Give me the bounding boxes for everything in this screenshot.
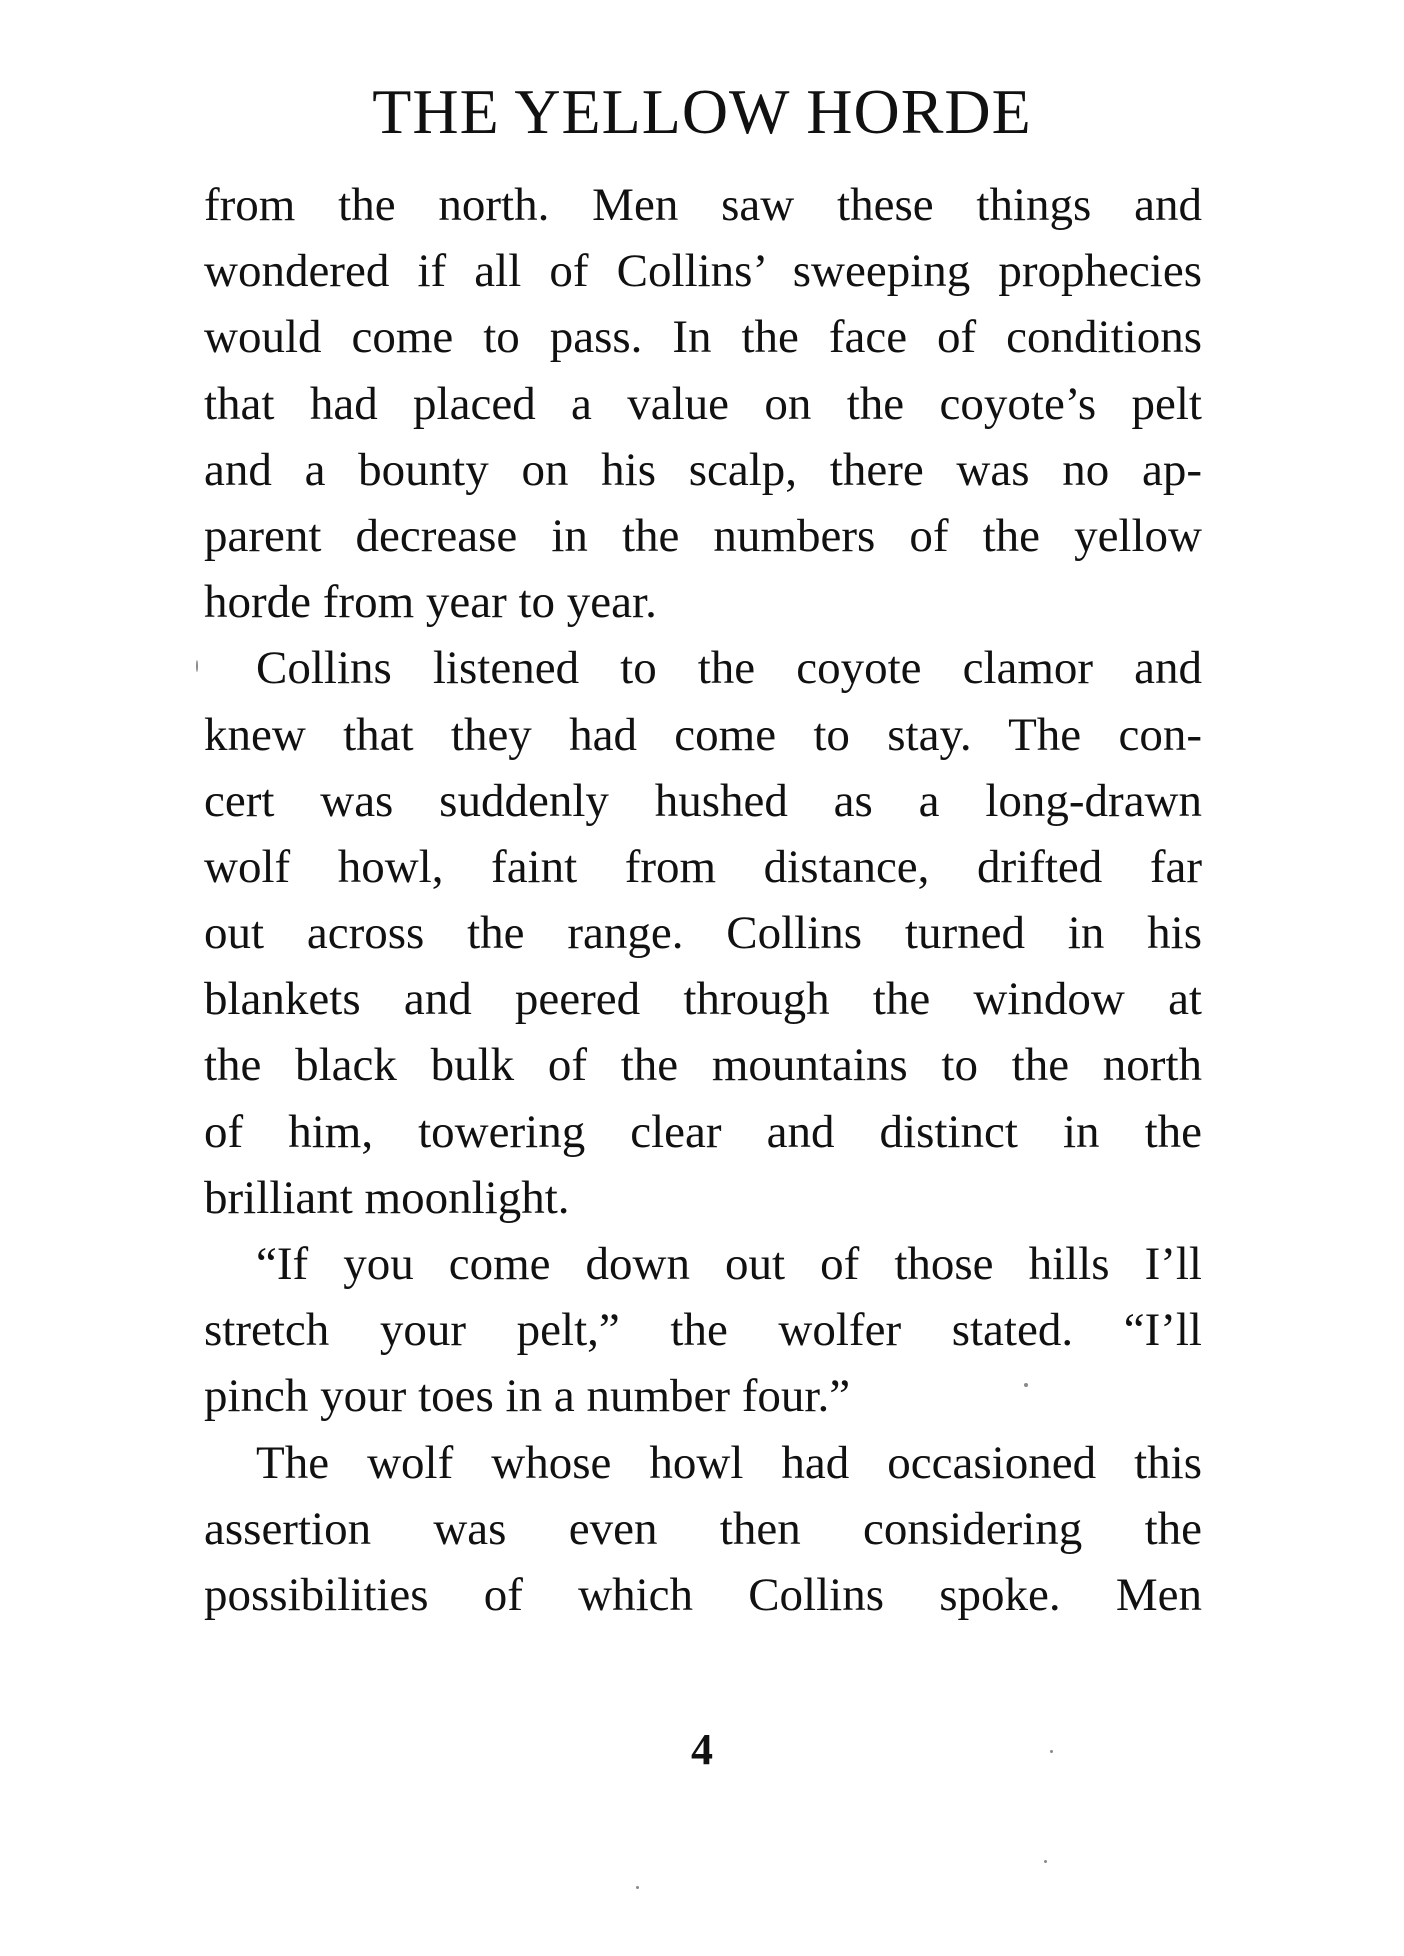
text-line: possibilities of which Collins spoke. Men (204, 1568, 1202, 1621)
text-line: pinch your toes in a number four.” (204, 1370, 851, 1423)
text-line: The wolf whose howl had occasioned this (256, 1436, 1202, 1489)
text-line: horde from year to year. (204, 576, 657, 629)
text-line: Collins listened to the coyote clamor and (256, 642, 1202, 695)
text-line: parent decrease in the numbers of the yellow (204, 509, 1202, 562)
text-line: the black bulk of the mountains to the north (204, 1039, 1202, 1092)
text-line: wondered if all of Collins’ sweeping prophecies (204, 245, 1202, 298)
text-line: stretch your pelt,” the wolfer stated. “I’ll (204, 1304, 1202, 1357)
text-line: of him, towering clear and distinct in the (204, 1105, 1202, 1158)
text-line: blankets and peered through the window at (204, 973, 1202, 1026)
scan-speck (196, 660, 198, 672)
text-line: from the north. Men saw these things and (204, 179, 1202, 231)
running-head: THE YELLOW HORDE (372, 76, 1032, 147)
page-number: 4 (691, 1725, 713, 1774)
text-line: that had placed a value on the coyote’s pelt (204, 377, 1202, 430)
text-line: cert was suddenly hushed as a long-drawn (204, 774, 1202, 827)
text-line: brilliant moonlight. (204, 1171, 570, 1224)
scan-speck (1024, 1383, 1028, 1387)
text-line: would come to pass. In the face of conditions (204, 311, 1202, 364)
scan-speck (636, 1886, 639, 1889)
text-line: assertion was even then considering the (204, 1502, 1202, 1555)
body-text (204, 172, 1202, 1628)
text-line: and a bounty on his scalp, there was no ap- (204, 443, 1202, 496)
text-line: “If you come down out of those hills I’ll (256, 1238, 1202, 1290)
scan-speck (1050, 1750, 1053, 1753)
scan-speck (1044, 1860, 1047, 1863)
text-line: knew that they had come to stay. The con- (204, 708, 1202, 761)
text-line: wolf howl, faint from distance, drifted far (204, 840, 1202, 893)
text-line: out across the range. Collins turned in his (204, 907, 1202, 960)
